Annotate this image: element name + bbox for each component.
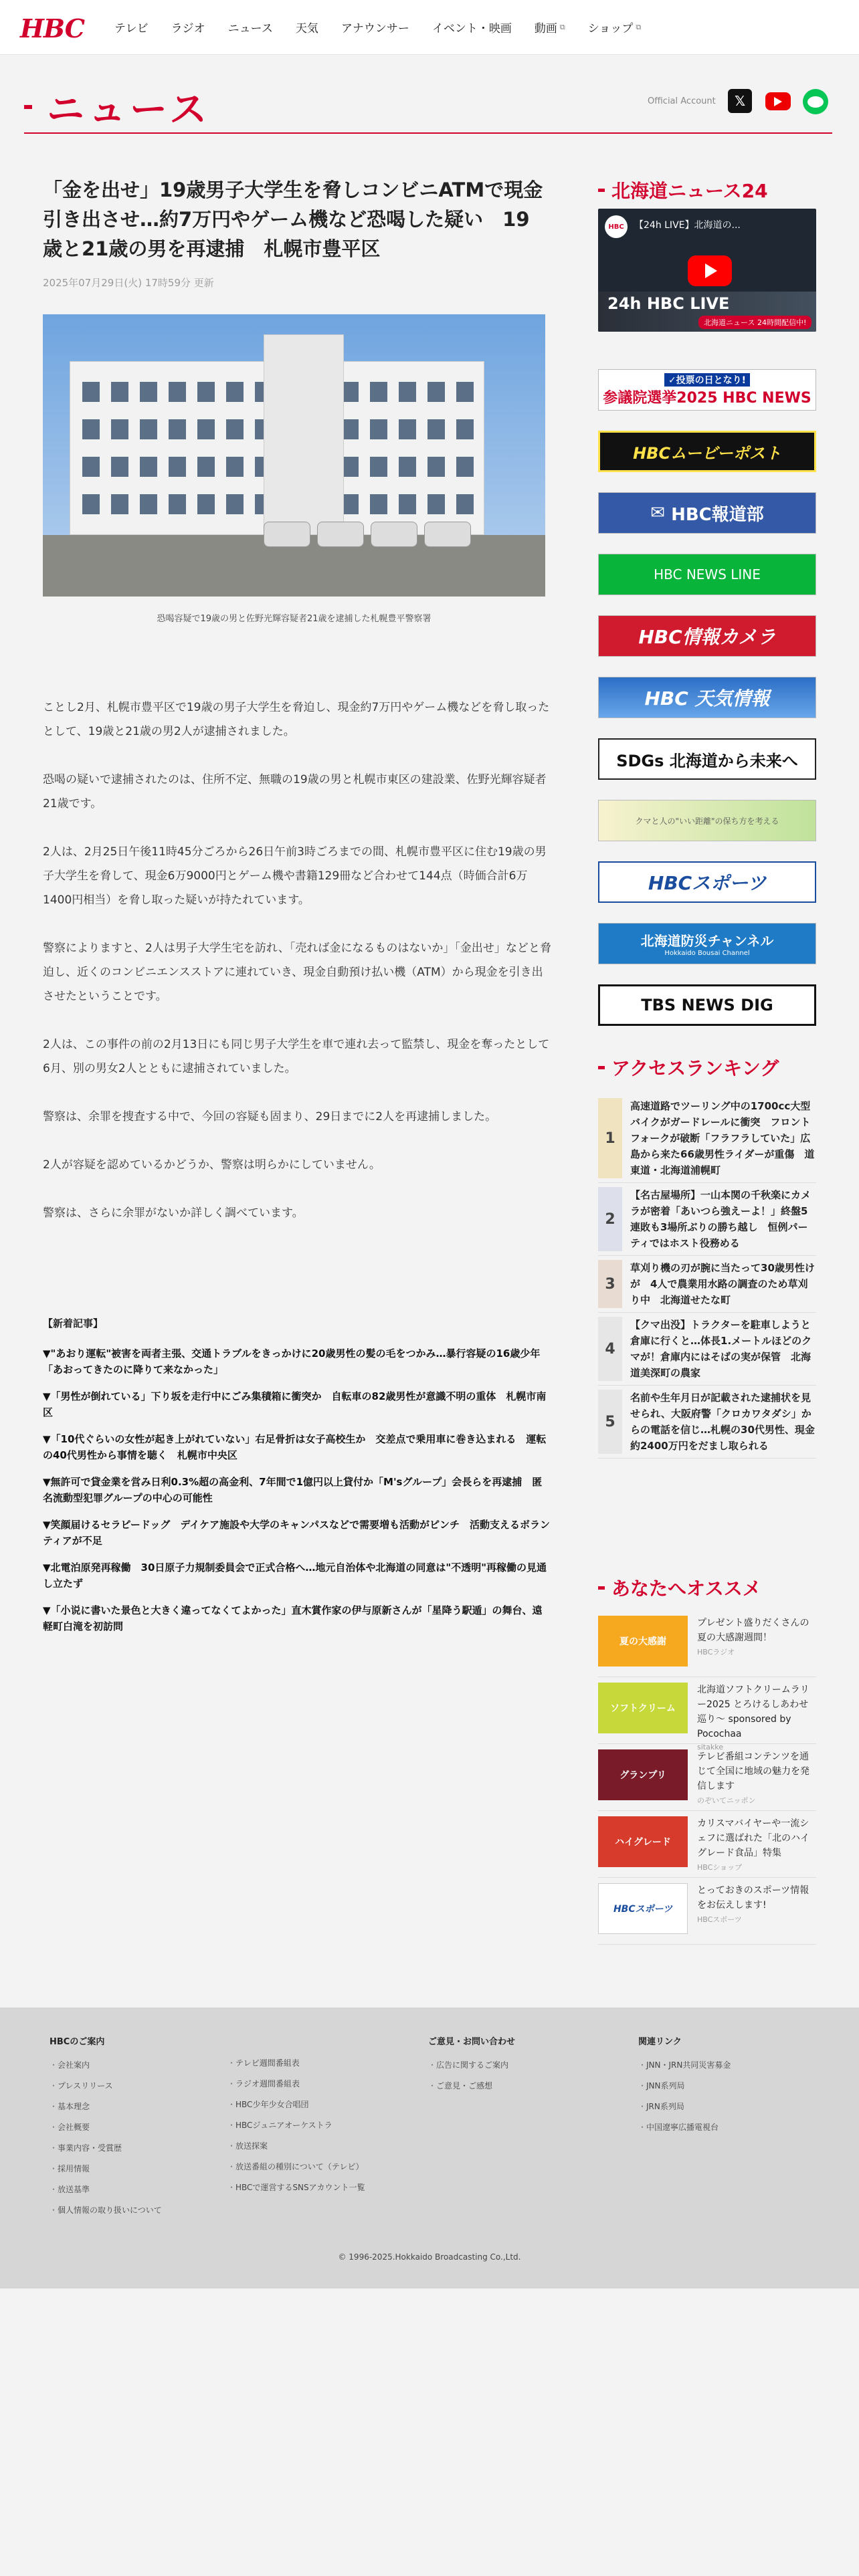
footer-col-programs — [227, 2057, 365, 2202]
movie-post-banner[interactable]: HBCムービーポスト — [598, 431, 816, 472]
article-body — [43, 695, 551, 1249]
section-title — [24, 80, 211, 134]
footer-link[interactable]: ・ 事業内容・受賞歴 — [50, 2142, 162, 2153]
footer-link[interactable]: ・ JRN系列局 — [638, 2101, 731, 2112]
nav-item[interactable] — [103, 19, 160, 35]
recommend-title: テレビ番組コンテンツを通じて全国に地域の魅力を発信します — [697, 1751, 809, 1792]
nav-item-label: イベント・映画 — [432, 22, 512, 35]
nav-item[interactable] — [421, 19, 523, 35]
recent-article-link[interactable]: ▼無許可で貸金業を営み日利0.3%超の高金利、7年間で1億円以上貸付か「M'sグループ」会長らを再逮捕 匿名流動型犯罪グループの中心の可能性 — [43, 1476, 543, 1504]
external-link-icon: ⧉ — [636, 22, 642, 31]
recent-article-link[interactable]: ▼「男性が倒れている」下り坂を走行中にごみ集積箱に衝突か 自転車の82歳男性が意識不明の重体 札幌市南区 — [43, 1390, 547, 1418]
recommend-item[interactable] — [598, 1744, 816, 1811]
copyright: © 1996-2025.Hokkaido Broadcasting Co.,Ltd. — [338, 2252, 521, 2262]
sports-banner[interactable]: HBCスポーツ — [598, 861, 816, 903]
section-divider — [24, 132, 832, 134]
recommend-item[interactable] — [598, 1878, 816, 1945]
article-paragraph: 警察によりますと、2人は男子大学生宅を訪れ、「売れば金になるものはないか」「金出せ」などと脅迫し、近くのコンビニエンスストアに連れていき、現金自動預け払い機（ATM）から現金を引き出させたということです。 — [43, 942, 551, 1003]
youtube-icon[interactable] — [765, 92, 791, 110]
ranking-item[interactable] — [598, 1094, 816, 1183]
recent-articles-heading: 【新着記事】 — [43, 1317, 104, 1329]
recommend-text-block — [697, 1816, 816, 1872]
recommend-source: HBCショップ — [697, 1863, 743, 1872]
title-accent-bar — [24, 105, 32, 109]
weather-banner[interactable]: HBC 天気情報 — [598, 677, 816, 718]
footer-link[interactable]: ・ 放送探案 — [227, 2140, 365, 2151]
site-footer — [0, 2008, 859, 2288]
nav-item-label: 動画 — [534, 22, 557, 35]
sdgs-banner[interactable]: SDGs 北海道から未来へ — [598, 738, 816, 780]
footer-link[interactable]: ・ 個人情報の取り扱いについて — [50, 2204, 162, 2216]
article-paragraph: 警察は、余罪を捜査する中で、今回の容疑も固まり、29日までに2人を再逮捕しました。 — [43, 1110, 497, 1123]
recommend-title: カリスマバイヤーや一流シェフに選ばれた「北のハイグレード食品」特集 — [697, 1818, 809, 1858]
footer-link[interactable]: ・ 中国遼寧広播電視台 — [638, 2121, 731, 2133]
hbc-logo[interactable]: HBC — [20, 13, 84, 43]
footer-link[interactable]: ・ HBCで運営するSNSアカウント一覧 — [227, 2181, 365, 2193]
rank-number: 2 — [598, 1187, 622, 1251]
footer-link[interactable]: ・ JNN系列局 — [638, 2080, 731, 2091]
video-banner-sub: 北海道ニュース 24時間配信中! — [698, 316, 812, 329]
ranking-title: 【名古屋場所】一山本関の千秋楽にカメラが密着「あいつら強えーよ！」終盤5連敗も3場所ぶりの勝ち越し 恒例パーティではホスト役務める — [630, 1189, 812, 1249]
article-paragraph: 2人は、この事件の前の2月13日にも同じ男子大学生を車で連れ去って監禁し、現金を奪ったとして6月、別の男女2人とともに逮捕されていました。 — [43, 1038, 550, 1075]
footer-col-about: HBCのご案内 ・ 会社案内 ・ プレスリリース ・ 基本理念 ・ 会社概要 ・ 事業内容・受賞歴 ・ 採用情報 ・ 放送基準 ・ 個人情報の取り扱いについて — [50, 2034, 162, 2225]
recommend-text-block — [697, 1616, 816, 1671]
nav-item-label: ニュース — [227, 22, 273, 35]
ranking-title: 名前や生年月日が記載された逮捕状を見せられ、大阪府警「クロカワタダシ」からの電話を信じ…札幌の30代男性、現金約2400万円をだまし取られる — [630, 1392, 815, 1452]
footer-link[interactable]: ・ ラジオ週間番組表 — [227, 2078, 365, 2089]
ranking-title: 高速道路でツーリング中の1700cc大型バイクがガードレールに衝突 フロントフォークが破断「フラフラしていた」広島から来た66歳男性ライダーが重傷 道東道・北海道浦幌町 — [630, 1100, 815, 1176]
nav-item[interactable] — [330, 19, 421, 35]
footer-link[interactable]: ・ 会社概要 — [50, 2121, 162, 2133]
recommend-thumbnail: グランプリ — [598, 1749, 688, 1800]
ranking-item[interactable] — [598, 1183, 816, 1256]
video-banner-text: 24h HBC LIVE — [607, 294, 730, 313]
footer-link[interactable]: ・ HBC少年少女合唱団 — [227, 2099, 365, 2110]
article-photo — [43, 314, 545, 597]
nav-item-label: ショップ — [587, 22, 634, 35]
rank-number: 3 — [598, 1260, 622, 1308]
news24-heading: 北海道ニュース24 — [598, 177, 768, 203]
live-video-player[interactable] — [598, 209, 816, 332]
rank-number: 5 — [598, 1390, 622, 1454]
bear-banner[interactable]: クマと人の"いい距離"の保ち方を考える — [598, 800, 816, 841]
photo-caption: 恐喝容疑で19歳の男と佐野光輝容疑者21歳を逮捕した札幌豊平警察署 — [157, 614, 432, 624]
article-title: 「金を出せ」19歳男子大学生を脅しコンビニATMで現金引き出させ…約7万円やゲーム機など恐喝した疑い 19歳と21歳の男を再逮捕 札幌市豊平区 — [43, 179, 543, 260]
recommend-text-block — [697, 1883, 816, 1939]
news-line-banner[interactable]: HBC NEWS LINE — [598, 554, 816, 595]
nav-item[interactable] — [577, 19, 653, 35]
footer-col-links: 関連リンク ・ JNN・JRN共同災害募金 ・ JNN系列局 ・ JRN系列局 ・ 中国遼寧広播電視台 — [638, 2034, 731, 2142]
rank-number: 4 — [598, 1317, 622, 1381]
tbs-news-dig-banner[interactable]: TBS NEWS DIG — [598, 984, 816, 1026]
nav-item[interactable] — [284, 19, 330, 35]
footer-link[interactable]: ・ プレスリリース — [50, 2080, 162, 2091]
footer-link[interactable]: ・ 放送番組の種別について（テレビ） — [227, 2161, 365, 2172]
global-nav — [103, 19, 652, 35]
play-icon[interactable] — [688, 255, 732, 286]
ranking-item[interactable] — [598, 1386, 816, 1459]
article-paragraph: 2人が容疑を認めているかどうか、警察は明らかにしていません。 — [43, 1158, 381, 1172]
footer-link[interactable]: ・ 広告に関するご案内 — [428, 2059, 515, 2070]
nav-item-label: アナウンサー — [341, 22, 409, 35]
footer-link[interactable]: ・ HBCジュニアオーケストラ — [227, 2119, 365, 2131]
recommend-source: HBCラジオ — [697, 1648, 735, 1656]
ranking-heading: アクセスランキング — [598, 1054, 779, 1081]
ranking-item[interactable] — [598, 1313, 816, 1386]
recommend-source: sitakke — [697, 1743, 723, 1751]
footer-link[interactable]: ・ ご意見・ご感想 — [428, 2080, 515, 2091]
page-title: ニュース — [47, 88, 211, 132]
news-dept-banner[interactable]: ✉ HBC報道部 — [598, 492, 816, 534]
nav-item[interactable] — [523, 19, 577, 35]
recommend-thumbnail: HBCスポーツ — [598, 1883, 688, 1934]
bosai-banner[interactable]: 北海道防災チャンネル Hokkaido Bousai Channel — [598, 923, 816, 964]
article-paragraph: ことし2月、札幌市豊平区で19歳の男子大学生を脅迫し、現金約7万円やゲーム機などを脅し取ったとして、19歳と21歳の男2人が逮捕されました。 — [43, 701, 550, 738]
footer-link[interactable]: ・ 放送基準 — [50, 2183, 162, 2195]
election-banner[interactable]: ✓投票の日となり! 参議院選挙2025 HBC NEWS — [598, 369, 816, 411]
recommend-text-block — [697, 1749, 816, 1805]
recent-article-link[interactable]: ▼北電泊原発再稼働 30日原子力規制委員会で正式合格へ…地元自治体や北海道の同意は"不透明"再稼働の見通し立たず — [43, 1562, 547, 1590]
external-link-icon: ⧉ — [559, 22, 565, 31]
official-account-label: Official Account — [648, 96, 716, 106]
recommend-source: HBCスポーツ — [697, 1915, 742, 1924]
recent-article-link[interactable]: ▼「10代ぐらいの女性が起き上がれていない」右足骨折は女子高校生か 交差点で乗用車に巻き込まれる 運転の40代男性から事情を聴く 札幌市中央区 — [43, 1433, 547, 1461]
rank-number: 1 — [598, 1098, 622, 1178]
site-header — [0, 0, 859, 55]
recommend-text-block — [697, 1683, 816, 1751]
ranking-list — [598, 1094, 816, 1459]
x-icon[interactable]: 𝕏 — [728, 89, 752, 113]
line-icon[interactable] — [803, 89, 828, 114]
recommend-title: 北海道ソフトクリームラリー2025 とろけるしあわせ巡り～ sponsored by Pocochaa — [697, 1685, 809, 1739]
recommend-heading: あなたへオススメ — [598, 1574, 761, 1601]
footer-link[interactable]: ・ JNN・JRN共同災害募金 — [638, 2059, 731, 2070]
recommend-thumbnail: 夏の大感謝 — [598, 1616, 688, 1667]
recommend-item[interactable] — [598, 1610, 816, 1677]
footer-link[interactable]: ・ 採用情報 — [50, 2163, 162, 2174]
video-title[interactable]: 【24h LIVE】北海道の... — [634, 220, 741, 231]
article-paragraph: 2人は、2月25日午後11時45分ごろから26日午前3時ごろまでの間、札幌市豊平区に住む19歳の男子大学生を脅して、現金6万9000円とゲーム機や書籍129冊など合わせて144点（時価合計6万1400円相当）を脅し取った疑いが持たれています。 — [43, 845, 547, 907]
recent-article-link[interactable]: ▼笑顔届けるセラピードッグ デイケア施設や大学のキャンパスなどで需要増も活動がピンチ 活動支えるボランティアが不足 — [43, 1519, 550, 1547]
recent-article-link[interactable]: ▼「小说に書いた景色と大きく違ってなくてよかった」直木賞作家の伊与原新さんが「星降う駅遁」の舞台、遠軽町白滝を初訪問 — [43, 1604, 543, 1632]
recent-article-link[interactable]: ▼"あおり運転"被害を両者主張、交通トラブルをきっかけに20歳男性の髪の毛をつかみ…暴行容疑の16歳少年「あおってきたのに降りて来なかった」 — [43, 1348, 541, 1376]
channel-avatar: HBC — [605, 215, 628, 238]
nav-item-label: テレビ — [114, 22, 149, 35]
recommend-thumbnail: ハイグレード — [598, 1816, 688, 1867]
nav-item[interactable] — [217, 19, 284, 35]
recommend-source: のぞいてニッポン — [697, 1796, 756, 1805]
footer-col-contact: ご意見・お問い合わせ ・ 広告に関するご案内 ・ ご意見・ご感想 — [428, 2034, 515, 2101]
recommend-title: プレゼント盛りだくさんの夏の大感謝週間！ — [697, 1618, 809, 1643]
info-camera-banner[interactable]: HBC情報カメラ — [598, 615, 816, 657]
recommend-item[interactable] — [598, 1811, 816, 1878]
recommend-thumbnail: ソフトクリーム — [598, 1683, 688, 1733]
recommend-title: とっておきのスポーツ情報をお伝えします! — [697, 1885, 809, 1911]
article-date: 2025年07月29日(火) 17時59分 更新 — [43, 277, 214, 289]
ranking-item[interactable] — [598, 1256, 816, 1313]
footer-link[interactable]: ・ 基本理念 — [50, 2101, 162, 2112]
nav-item-label: 天気 — [295, 22, 318, 35]
ranking-title: 【クマ出没】トラクターを駐車しようと倉庫に行くと…体長1.メートルほどのクマが！倉庫内にはそばの実が保管 北海道美深町の農家 — [630, 1319, 812, 1379]
article-paragraph: 恐喝の疑いで逮捕されたのは、住所不定、無職の19歳の男と札幌市東区の建設業、佐野光輝容疑者21歳です。 — [43, 773, 547, 811]
ranking-title: 草刈り機の刃が腕に当たって30歳男性けが 4人で農業用水路の調査のため草刈り中 北海道せたな町 — [630, 1262, 815, 1306]
footer-link[interactable]: ・ 会社案内 — [50, 2059, 162, 2070]
recommend-list — [598, 1610, 816, 1945]
nav-item-label: ラジオ — [171, 22, 205, 35]
recommend-item[interactable] — [598, 1677, 816, 1751]
footer-link[interactable]: ・ テレビ週間番組表 — [227, 2057, 365, 2068]
nav-item[interactable] — [160, 19, 217, 35]
article-paragraph: 警察は、さらに余罪がないか詳しく調べています。 — [43, 1206, 304, 1220]
recent-articles-list — [43, 1346, 551, 1645]
